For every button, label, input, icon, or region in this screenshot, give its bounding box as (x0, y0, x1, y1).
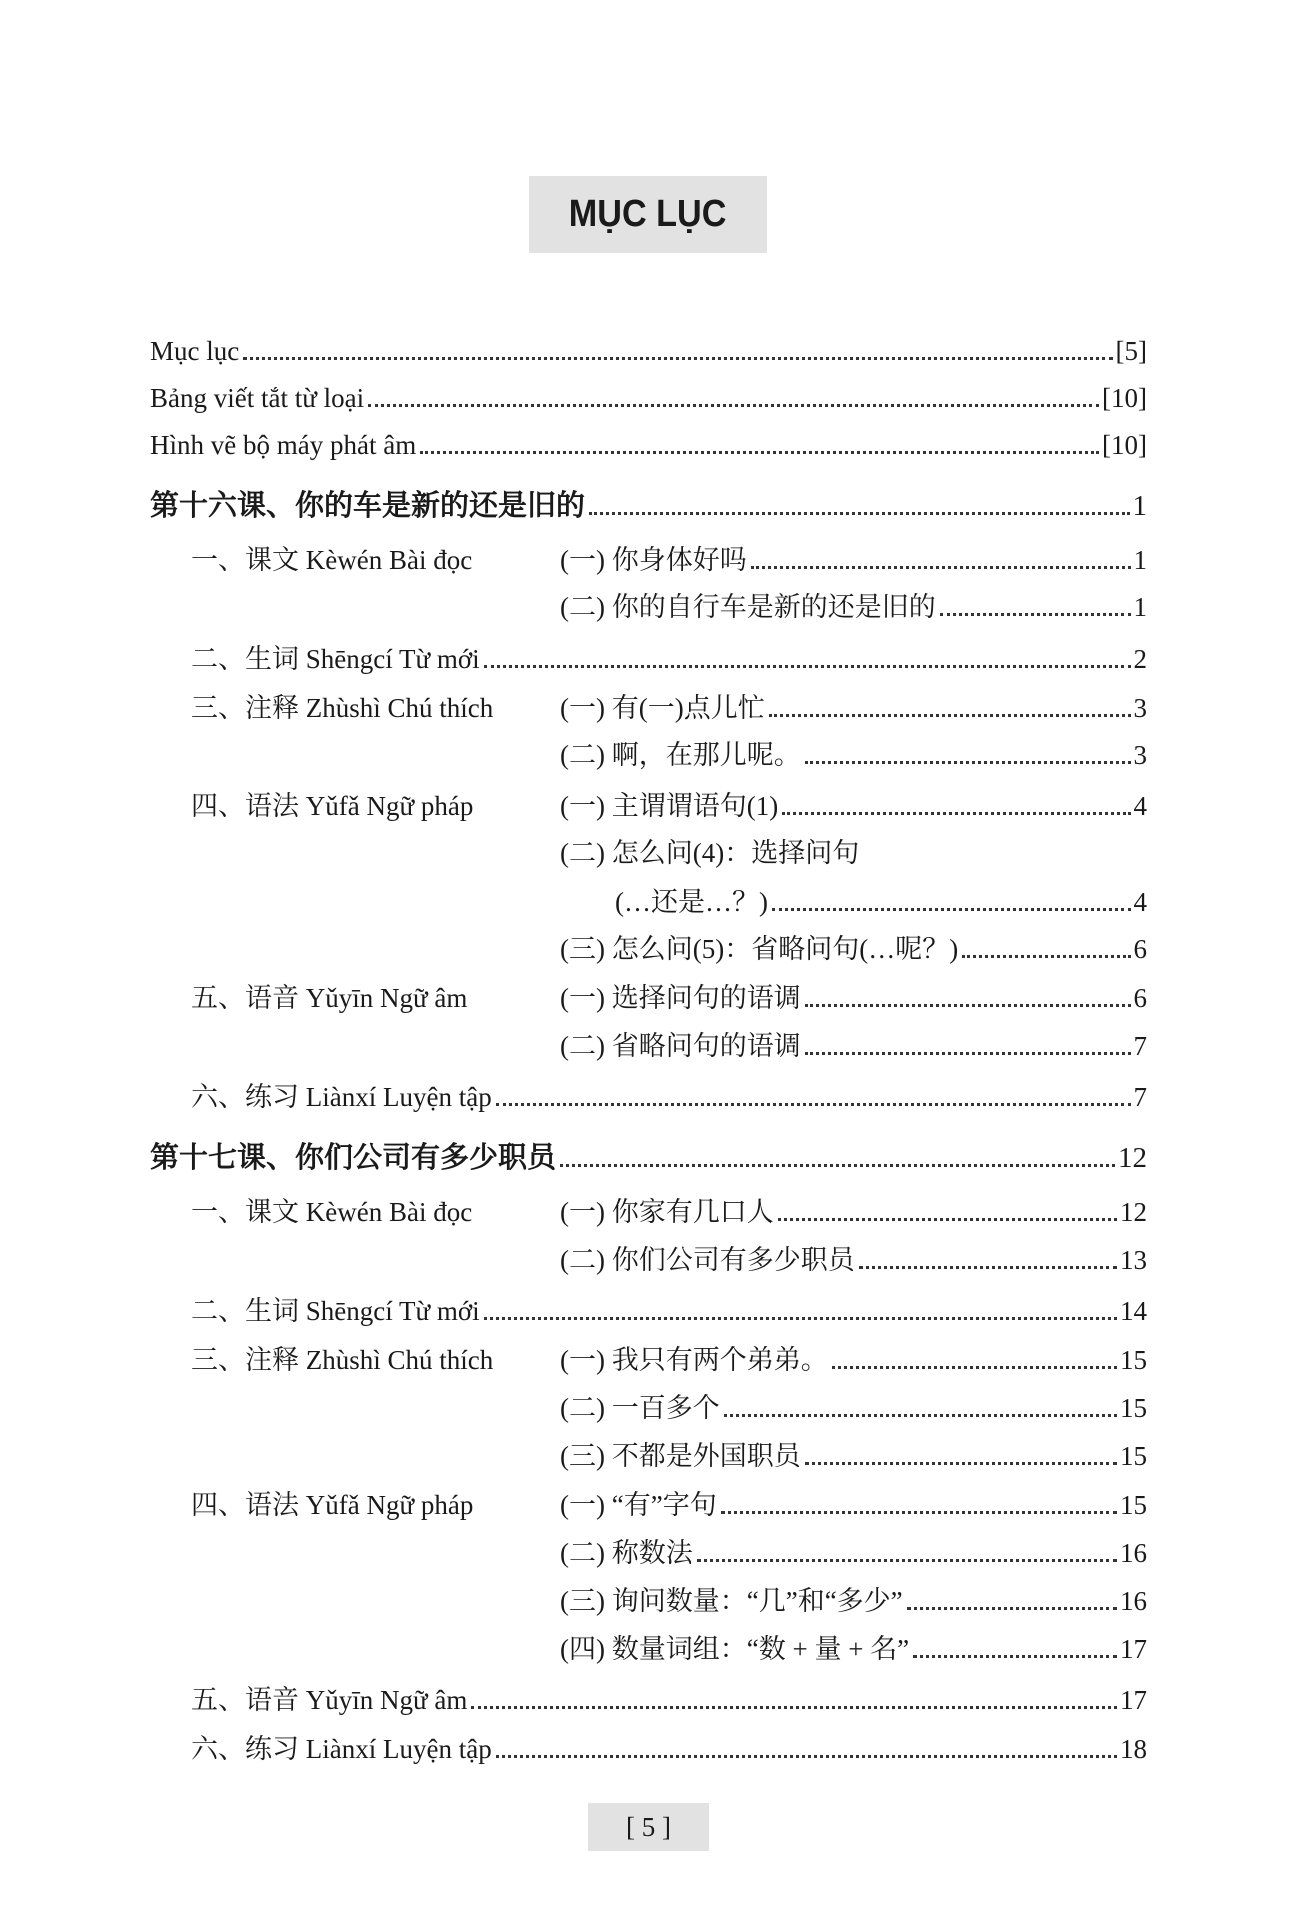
toc-entry[interactable] (560, 927, 1147, 967)
toc-section-label: 一、课文 Kèwén Bài đọc (191, 1197, 473, 1227)
toc-entry-title: Mục lục (150, 336, 240, 366)
toc-entry-title: (一) “有”字句 (560, 1490, 717, 1520)
page-title (529, 176, 767, 253)
leader-dots (778, 1218, 1117, 1221)
toc-entry-title: (三) 怎么问(5)：省略问句(…呢？) (560, 934, 959, 964)
toc-entry[interactable] (191, 1075, 1147, 1115)
toc-entry-title: (二) 你们公司有多少职员 (560, 1245, 855, 1275)
toc-entry-title: 六、练习 Liànxí Luyện tập (191, 1082, 492, 1112)
leader-dots (907, 1607, 1117, 1610)
toc-entry[interactable] (191, 1338, 1147, 1378)
toc-entry-title: 二、生词 Shēngcí Từ mới (191, 1296, 480, 1326)
toc-entry-title: (二) 称数法 (560, 1538, 693, 1568)
toc-entry-title: (二) 一百多个 (560, 1393, 720, 1423)
leader-dots (940, 613, 1131, 616)
toc-page-number: 14 (1120, 1296, 1147, 1326)
toc-entry-title: 第十六课、你的车是新的还是旧的 (150, 490, 586, 522)
toc-entry[interactable] (191, 1727, 1147, 1767)
toc-page-number: 1 (1133, 592, 1147, 622)
page-number (588, 1803, 709, 1851)
toc-entry-title: (一) 你身体好吗 (560, 545, 747, 575)
toc-page-number: 12 (1118, 1142, 1147, 1174)
toc-entry-title: (一) 有(一)点儿忙 (560, 693, 765, 723)
toc-page-number: 15 (1120, 1345, 1147, 1375)
toc-page-number: 4 (1133, 791, 1147, 821)
toc-entry[interactable] (560, 1238, 1147, 1278)
leader-dots (859, 1266, 1117, 1269)
toc-section-label: 四、语法 Yǔfǎ Ngữ pháp (191, 791, 474, 821)
toc-entry-title: 六、练习 Liànxí Luyện tập (191, 1734, 492, 1764)
toc-page-number: 13 (1120, 1245, 1147, 1275)
toc-page-number: 3 (1133, 693, 1147, 723)
toc-entry[interactable] (560, 1579, 1147, 1619)
toc-entry[interactable] (560, 1024, 1147, 1064)
toc-page-number: 18 (1120, 1734, 1147, 1764)
toc-page-number: 15 (1120, 1393, 1147, 1423)
toc-entry-title: 五、语音 Yǔyīn Ngữ âm (191, 1685, 468, 1715)
leader-dots (772, 908, 1131, 911)
toc-section-label: 五、语音 Yǔyīn Ngữ âm (191, 983, 468, 1013)
toc-page-number: [5] (1115, 336, 1147, 366)
toc-page-number: 17 (1120, 1634, 1147, 1664)
leader-dots (805, 1004, 1131, 1007)
toc-entry-title: (一) 选择问句的语调 (560, 983, 801, 1013)
toc-entry-title: (四) 数量词组：“数 + 量 + 名” (560, 1634, 910, 1664)
leader-dots (751, 566, 1131, 569)
leader-dots (962, 955, 1130, 958)
toc-section-label: 三、注释 Zhùshì Chú thích (191, 1345, 494, 1375)
toc-page-number: 15 (1120, 1441, 1147, 1471)
leader-dots (724, 1414, 1117, 1417)
toc-entry-title: (三) 询问数量：“几”和“多少” (560, 1586, 903, 1616)
leader-dots (721, 1511, 1117, 1514)
toc-section-label: 三、注释 Zhùshì Chú thích (191, 693, 494, 723)
toc-page-number: 1 (1132, 490, 1147, 522)
leader-dots (420, 451, 1099, 454)
leader-dots (471, 1706, 1117, 1709)
toc-entry-title: 二、生词 Shēngcí Từ mới (191, 644, 480, 674)
leader-dots (484, 665, 1131, 668)
toc-page-number: 17 (1120, 1685, 1147, 1715)
toc-entry-title: (二) 怎么问(4)：选择问句 (560, 838, 860, 868)
toc-entry[interactable] (560, 1434, 1147, 1474)
toc-entry[interactable] (560, 1386, 1147, 1426)
toc-entry[interactable] (191, 1190, 1147, 1230)
toc-page-number: 7 (1133, 1082, 1147, 1112)
leader-dots (805, 761, 1131, 764)
toc-entry[interactable] (150, 423, 1147, 463)
toc-page-number: 16 (1120, 1586, 1147, 1616)
toc-entry[interactable] (560, 585, 1147, 625)
toc-page-number: 7 (1133, 1031, 1147, 1061)
leader-dots (484, 1317, 1117, 1320)
toc-entry[interactable] (150, 376, 1147, 416)
toc-section-label: 一、课文 Kèwén Bài đọc (191, 545, 473, 575)
page-number-text: [ 5 ] (626, 1811, 671, 1842)
toc-entry[interactable] (615, 880, 1147, 920)
leader-dots (560, 1164, 1115, 1167)
toc-page-number: 16 (1120, 1538, 1147, 1568)
toc-page-number: 3 (1133, 740, 1147, 770)
leader-dots (769, 714, 1131, 717)
leader-dots (782, 812, 1130, 815)
toc-entry-title: (一) 你家有几口人 (560, 1197, 774, 1227)
leader-dots (697, 1559, 1117, 1562)
toc-entry-title: (二) 省略问句的语调 (560, 1031, 801, 1061)
toc-entry[interactable] (191, 637, 1147, 677)
leader-dots (589, 512, 1129, 515)
toc-page-number: 2 (1133, 644, 1147, 674)
toc-page-number: [10] (1102, 383, 1147, 413)
toc-entry-title: (二) 啊，在那儿呢。 (560, 740, 801, 770)
toc-entry-title: (二) 你的自行车是新的还是旧的 (560, 592, 936, 622)
leader-dots (805, 1462, 1117, 1465)
toc-entry-title: Hình vẽ bộ máy phát âm (150, 430, 417, 460)
toc-entry[interactable] (191, 1483, 1147, 1523)
toc-entry-title: (三) 不都是外国职员 (560, 1441, 801, 1471)
toc-entry-title: (一) 主谓谓语句(1) (560, 791, 779, 821)
toc-entry[interactable] (560, 1627, 1147, 1667)
toc-entry[interactable] (150, 1136, 1147, 1176)
toc-page-number: 4 (1133, 887, 1147, 917)
toc-entry[interactable] (191, 686, 1147, 726)
toc-page-number: 6 (1133, 934, 1147, 964)
toc-entry-title: (…还是…？) (615, 887, 768, 917)
title-text: MỤC LỤC (569, 193, 727, 235)
leader-dots (913, 1655, 1117, 1658)
toc-entry[interactable] (560, 1531, 1147, 1571)
toc-entry[interactable] (191, 976, 1147, 1016)
toc-section-label: 四、语法 Yǔfǎ Ngữ pháp (191, 1490, 474, 1520)
leader-dots (805, 1052, 1131, 1055)
toc-entry[interactable] (191, 1678, 1147, 1718)
toc-entry[interactable] (150, 484, 1147, 524)
leader-dots (496, 1103, 1131, 1106)
leader-dots (496, 1755, 1117, 1758)
toc-entry[interactable] (150, 329, 1147, 369)
leader-dots (368, 404, 1099, 407)
toc-entry[interactable] (191, 538, 1147, 578)
toc-entry-title: 第十七课、你们公司有多少职员 (150, 1142, 557, 1174)
toc-page-number: 6 (1133, 983, 1147, 1013)
toc-page-number: 1 (1133, 545, 1147, 575)
toc-page-number: 12 (1120, 1197, 1147, 1227)
toc-entry[interactable] (191, 1289, 1147, 1329)
toc-entry-title: Bảng viết tắt từ loại (150, 383, 365, 413)
toc-page-number: [10] (1102, 430, 1147, 460)
toc-entry-title: (一) 我只有两个弟弟。 (560, 1345, 828, 1375)
leader-dots (832, 1366, 1117, 1369)
toc-entry[interactable] (560, 831, 1147, 871)
toc-page-number: 15 (1120, 1490, 1147, 1520)
leader-dots (243, 357, 1112, 360)
toc-entry[interactable] (191, 784, 1147, 824)
toc-entry[interactable] (560, 733, 1147, 773)
